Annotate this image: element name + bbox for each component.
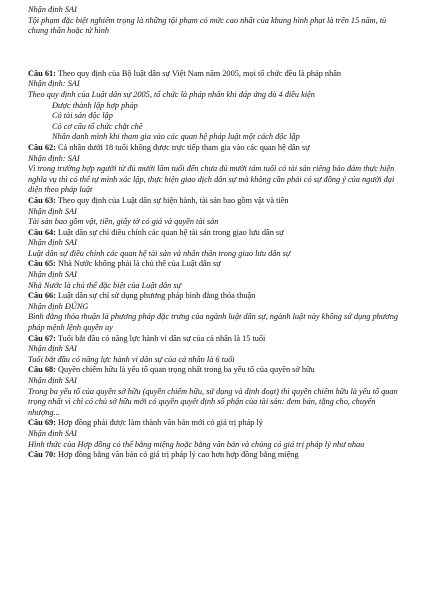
question-65-explanation: Nhà Nước là chủ thể đặc biệt của Luật dân sự <box>28 280 182 290</box>
condition-item: Có cơ cấu tổ chức chặt chẽ <box>52 121 143 131</box>
question-number: Câu 69: <box>28 418 56 428</box>
question-number: Câu 67: <box>28 333 56 343</box>
question-text: Luật dân sự chỉ điều chỉnh các quan hệ tài sản trong giao lưu dân sự <box>57 227 284 237</box>
question-67 <box>28 334 405 345</box>
question-number: Câu 61: <box>28 68 56 78</box>
question-68-verdict: Nhận định SAI <box>28 376 77 385</box>
question-63-verdict: Nhận định SAI <box>28 206 77 216</box>
question-text: Tuổi bắt đầu có năng lực hành vi dân sự của cá nhân là 15 tuổi <box>57 333 266 343</box>
condition-item: Có tài sản độc lập <box>52 111 113 121</box>
question-text: Luật dân sự chỉ sử dụng phương pháp bình đẳng thỏa thuận <box>57 291 256 301</box>
question-61-verdict: Nhận định: SAI <box>28 79 80 89</box>
question-65 <box>28 259 405 270</box>
question-61-explanation: Theo quy định của Luật dân sự 2005, tổ chức là pháp nhân khi đáp ứng đủ 4 điều kiện <box>28 89 315 99</box>
question-text: Cá nhân dưới 18 tuổi không được trực tiếp tham gia vào các quan hệ dân sự <box>57 142 310 152</box>
condition-item: Nhân danh mình khi tham gia vào các quan hệ pháp luật một cách độc lập <box>52 132 300 142</box>
question-66 <box>28 291 405 302</box>
question-64-explanation: Luật dân sự điều chỉnh các quan hệ tài sản và nhân thân trong giao lưu dân sự <box>28 248 291 258</box>
question-text: Hợp đồng phải được làm thành văn bản mới có giá trị pháp lý <box>57 418 263 428</box>
question-text: Quyền chiếm hữu là yếu tố quan trọng nhất trong ba yếu tố của quyền sở hữu <box>57 365 315 375</box>
question-65-verdict: Nhận định SAI <box>28 270 77 280</box>
question-63-explanation: Tài sản bao gồm vật, tiền, giấy tờ có giá và quyền tài sản <box>28 217 219 227</box>
question-number: Câu 70: <box>28 450 56 460</box>
question-number: Câu 63: <box>28 195 56 205</box>
question-number: Câu 65: <box>28 259 56 269</box>
question-text: Theo quy định của Bộ luật dân sự Việt Nam năm 2005, mọi tổ chức đều là pháp nhân <box>57 68 342 78</box>
question-61 <box>28 69 405 80</box>
question-69-verdict: Nhận định SAI <box>28 428 77 438</box>
question-64-verdict: Nhận định SAI <box>28 238 77 248</box>
question-62 <box>28 143 405 154</box>
question-62-verdict: Nhận định: SAI <box>28 153 80 163</box>
condition-item: Được thành lập hợp pháp <box>52 100 138 110</box>
intro-verdict: Nhận định SAI <box>28 5 77 14</box>
question-text: Theo quy định của Luật dân sự hiện hành, tài sản bao gồm vật và tiền <box>57 195 289 205</box>
question-text: Hợp đồng bằng văn bản có giá trị pháp lý cao hơn hợp đồng bằng miệng <box>57 450 299 460</box>
question-text: Nhà Nước không phải là chủ thể của Luật dân sự <box>57 259 221 269</box>
question-69 <box>28 418 405 429</box>
question-68-explanation: Trong ba yếu tố của quyền sở hữu (quyền chiếm hữu, sử dụng và định đoạt) thì quyền chiếm hữu là yếu tố quan trọng nhất vì chỉ có chủ sở hữu mới có quyền quyết định số phận của tài sản: đem bán, tặng cho, chuyển nhượng... <box>28 386 398 417</box>
intro-explanation: Tội phạm đặc biệt nghiêm trọng là những tội phạm có mức cao nhất của khung hình phạt là trên 15 năm, tù chung thân hoặc tử hình <box>28 15 387 36</box>
question-67-verdict: Nhận định SAI <box>28 344 77 354</box>
question-62-explanation: Vì trong trường hợp người từ đủ mười lăm tuổi đến chưa đủ mười tám tuổi có tài sản riêng bảo đảm thực hiện nghĩa vụ thì có thể tự mình xác lập, thực hiện giao dịch dân sự mà không cần phải có sự đồng ý của người đại diện theo pháp luật <box>28 164 395 195</box>
question-number: Câu 64: <box>28 227 56 237</box>
question-66-verdict: Nhận định ĐÚNG <box>28 301 89 311</box>
question-number: Câu 62: <box>28 142 56 152</box>
question-66-explanation: Bình đẳng thỏa thuận là phương pháp đặc trưng của ngành luật dân sự, ngành luật này không sử dụng phương pháp mệnh lệnh quyền uy <box>28 312 399 333</box>
question-63 <box>28 196 405 207</box>
question-69-explanation: Hình thức của Hợp đồng có thể bằng miệng hoặc bằng văn bản và chúng có giá trị pháp lý như nhau <box>28 439 365 449</box>
section-spacer <box>28 37 405 67</box>
question-68 <box>28 365 405 376</box>
question-number: Câu 66: <box>28 291 56 301</box>
question-67-explanation: Tuổi bắt đầu có năng lực hành vi dân sự của cá nhân là 6 tuổi <box>28 354 235 364</box>
question-70 <box>28 450 405 461</box>
question-64 <box>28 228 405 239</box>
question-number: Câu 68: <box>28 365 56 375</box>
